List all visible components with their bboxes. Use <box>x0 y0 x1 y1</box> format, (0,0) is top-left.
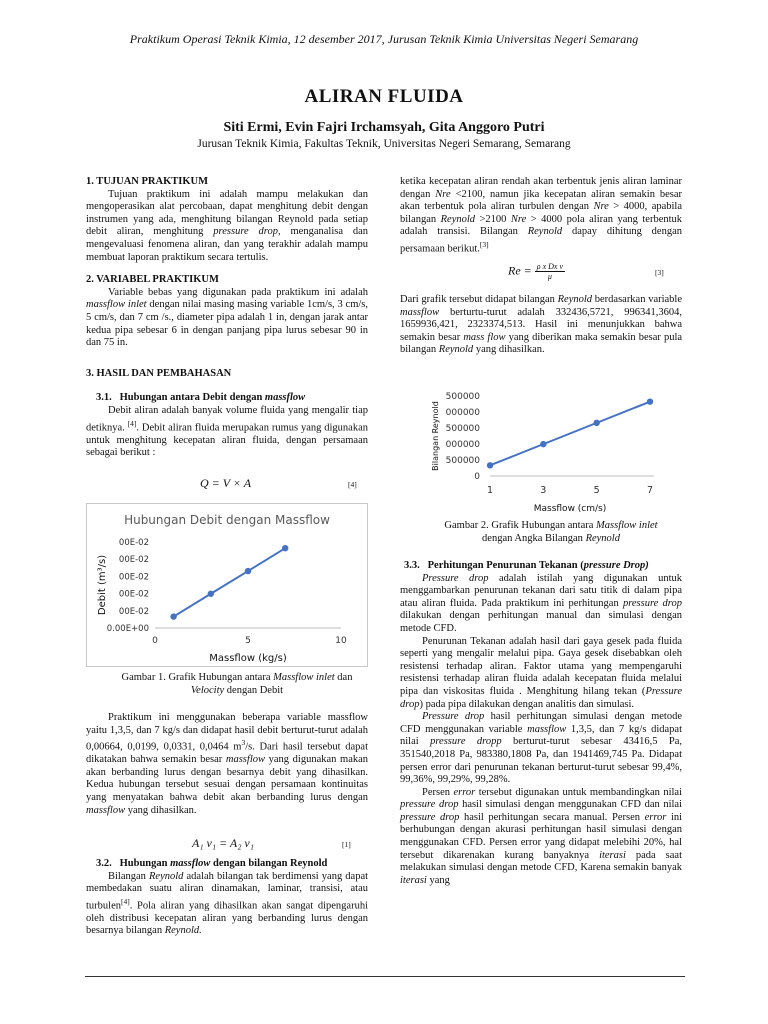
chart-2-y-tick: 0 <box>474 472 480 482</box>
chart-1-y-tick: 00E-02 <box>118 589 149 600</box>
chart-1-y-tick: 00E-02 <box>118 606 149 617</box>
left-column-top <box>86 176 368 460</box>
figure-1-chart <box>87 504 367 666</box>
subsection-3-2-heading: 3.2. Hubungan massflow dengan bilangan Reynold <box>96 858 328 869</box>
subsection-3-2-text: Bilangan Reynold adalah bilangan tak berdimensi yang dapat membedakan suatu aliran dinamakan, laminar, transisi, atau turbulen[4]. Pola aliran yang dihasilkan akan sangat dipengaruhi oleh distribusi kecepatan aliran yang berbanding lurus dengan besarnya bilangan Reynold. <box>86 870 369 937</box>
subsection-3-3-text-4: Persen error tersebut digunakan untuk membandingkan nilai pressure drop hasil simulasi dengan menggunakan CFD dan nilai pressure drop hasil perhitungan secara manual. Persen error ini berhubungan dengan akurasi perhitungan hasil simulasi dengan menggunakan CFD. Persen error yang didapat melebihi 20%, hal tersebut dikarenakan kurang banyaknya iterasi pada saat melakukan simulasi dengan metode CFD, Karena semakin banyak iterasi yang <box>400 786 683 886</box>
chart-2-data-point <box>593 420 599 426</box>
subsection-3-3-text-3: Pressure drop hasil perhitungan simulasi dengan metode CFD menggunakan variable massflow 1,3,5, dan 7 kg/s didapat nilai pressure dropp berturut-turut sebesar 43416,5 Pa, 351540,2018 Pa, 983380,1808 Pa, dan 1941469,745 Pa. Didapat persen error dari penurunan tekanan berturut-turut sebesar 99,4%, 99,36%, 99,29%, 99,28%. <box>400 711 683 786</box>
chart-1-x-tick: 10 <box>335 636 347 646</box>
chart-1-data-point <box>282 545 288 551</box>
figure-2-chart <box>416 382 682 516</box>
chart-1-title: Hubungan Debit dengan Massflow <box>124 513 330 527</box>
chart-1-y-tick: 00E-02 <box>118 555 149 566</box>
chart-1-x-tick: 5 <box>245 636 251 646</box>
equation-1: Q = V × A <box>200 476 252 490</box>
section-3-heading: 3. HASIL DAN PEMBAHASAN <box>86 367 232 379</box>
footer-rule <box>85 976 685 977</box>
equation-2: A₁ v₁ = A₂ v₁ <box>192 836 254 850</box>
figure-1-caption: Gambar 1. Grafik Hubungan antara Massflow inlet dan Velocity dengan Debit <box>121 672 353 696</box>
chart-2-y-label: Bilangan Reynold <box>431 401 440 471</box>
left-column-3-2 <box>86 858 368 938</box>
running-header: Praktikum Operasi Teknik Kimia, 12 desember 2017, Jurusan Teknik Kimia Universitas Negeri Semarang <box>129 32 639 46</box>
chart-2-data-point <box>647 398 653 404</box>
section-2-text: Variable bebas yang digunakan pada praktikum ini adalah massflow inlet dengan nilai masing masing variable 1cm/s, 3 cm/s, 5 cm/s, dan 7 cm /s., diameter pipa adalah 1 in, dengan jarak antar kedua pipa sebesar 6 in dengan panjang pipa lurus sebesar 90 in dan 75 in. <box>86 286 368 349</box>
subsection-3-3-heading: 3.3. Perhitungan Penurunan Tekanan (pressure Drop) <box>404 560 649 571</box>
chart-2-y-tick: 000000 <box>445 440 480 450</box>
reynold-result-text: Dari grafik tersebut didapat bilangan Reynold berdasarkan variable massflow berturtu-turut adalah 332436,5721, 996341,3604, 1659936,421, 2323374,513. Hasil ini menunjukkan bahwa semakin besar mass flow yang diberikan maka semakin besar pula bilangan Reynold yang dihasilkan. <box>400 294 683 356</box>
chart-2-x-label: Massflow (cm/s) <box>533 504 607 514</box>
subsection-3-3-text-1: Pressure drop adalah istilah yang digunakan untuk menggambarkan penurunan tekanan dari satu titik di dalam pipa atau aliran fluida. Pada praktikum ini perhitungan pressure drop dilakukan dengan perhitungan manual dan simulasi dengan metode CFD. <box>400 572 683 634</box>
chart-2-x-tick: 7 <box>646 485 654 496</box>
chart-2-data-point <box>487 462 493 468</box>
chart-1-x-label: Massflow (kg/s) <box>209 653 287 664</box>
equation-2-ref: [1] <box>342 840 351 849</box>
chart-1-data-point <box>245 568 251 574</box>
figure-1-frame <box>86 503 368 667</box>
right-column-top <box>400 176 682 256</box>
subsection-3-1-text-2: Praktikum ini menggunakan beberapa variable massflow yaitu 1,3,5, dan 7 kg/s dan didapat hasil debit berturut-turut adalah 0,00664, 0,0199, 0,0331, 0,0464 $m^3/s$. Dari hasil tersebut dapat dikatakan bahwa semakin besar massflow yang digunakan makan akan berbanding lurus dengan besarnya debit yang dihasilkan. Kedua hubungan tersebut sesuai dengan persamaan kontinuitas yang menyatakan bahwa debit akan berbanding lurus dengan massflow yang dihasilkan. <box>86 712 369 816</box>
chart-1-y-tick: 00E-02 <box>118 538 149 548</box>
chart-2-x-tick: 5 <box>593 485 600 496</box>
chart-1-data-point <box>208 591 214 597</box>
chart-2-y-tick: 000000 <box>445 408 480 418</box>
equation-3: Re = $\frac{\text{ρ x Dx v}}{\mu}$ <box>508 262 564 281</box>
chart-1-x-tick: 0 <box>152 636 158 646</box>
figure-2-caption: Gambar 2. Grafik Hubungan antara Massflow inlet dengan Angka Bilangan Reynold <box>444 520 658 544</box>
subsection-3-1-heading: 3.1. Hubungan antara Debit dengan massflow <box>96 392 306 404</box>
right-column-reynold-result <box>400 294 682 357</box>
subsection-3-3-text-2: Penurunan Tekanan adalah hasil dari gaya gesek pada fluida seperti yang mengalir melalui pipa. Gaya gesek disebabkan oleh resistensi terhadap aliran. Faktor utama yang mempengaruhi resistensi terhadap aliran fluida adalah kecepatan fluida melalui pipa dan viskositas fluida . Menghitung hilang tekan (Pressure drop) pada pipa dilakukan dengan analitis dan simulasi. <box>400 635 682 710</box>
section-1-text: Tujuan praktikum ini adalah mampu melakukan dan mengoperasikan alat percobaan, dapat menghitung debit dengan instrumen yang ada, menghitung bilangan Reynold pada setiap debit aliran, menghitung pressure drop, menganalisa dan mengevaluasi fenomena aliran, dan yang terakhir adalah mampu membuat laporan praktikum secara tertulis. <box>86 188 369 263</box>
chart-1-y-tick: 0.00E+00 <box>106 624 149 634</box>
reynold-text: ketika kecepatan aliran rendah akan terbentuk jenis aliran laminar dengan Nre <2100, namun jika kecepatan aliran semakin besar akan terbentuk pola aliran turbulen dengan Nre > 4000, apabila bilangan Reynold >2100 Nre > 4000 pola aliran yang terbentuk adalah transisi. Bilangan Reynold dapay dihitung dengan persamaan berikut.[3] <box>400 176 683 255</box>
equation-1-ref: [4] <box>348 480 357 489</box>
equation-3-ref: [3] <box>655 268 664 277</box>
chart-1-y-label: Debit (m³/s) <box>97 554 108 616</box>
chart-2-y-tick: 500000 <box>445 456 480 466</box>
chart-2-x-tick: 1 <box>486 485 494 496</box>
chart-1-series-line <box>174 548 286 616</box>
chart-1-y-tick: 00E-02 <box>118 572 149 583</box>
chart-2-data-point <box>540 441 546 447</box>
chart-2-series-line <box>490 402 650 466</box>
left-column-bottom <box>86 712 368 817</box>
section-1-heading: 1. TUJUAN PRAKTIKUM <box>86 176 209 187</box>
right-column-3-3 <box>400 560 682 887</box>
affiliation: Jurusan Teknik Kimia, Fakultas Teknik, Universitas Negeri Semarang, Semarang <box>197 138 571 150</box>
authors: Siti Ermi, Evin Fajri Irchamsyah, Gita Anggoro Putri <box>223 120 545 135</box>
chart-2-y-tick: 500000 <box>445 424 480 434</box>
chart-1-data-point <box>170 613 176 619</box>
subsection-3-1-text: Debit aliran adalah banyak volume fluida yang mengalir tiap detiknya. [4]. Debit aliran fluida merupakan rumus yang digunakan untuk menghitung kecepatan aliran fluida, dengan persamaan sebagai berikut : <box>86 404 369 459</box>
chart-2-y-tick: 500000 <box>445 392 480 402</box>
section-2-heading: 2. VARIABEL PRAKTIKUM <box>86 274 219 286</box>
chart-2-x-tick: 3 <box>540 485 547 496</box>
paper-title: ALIRAN FLUIDA <box>304 86 464 107</box>
